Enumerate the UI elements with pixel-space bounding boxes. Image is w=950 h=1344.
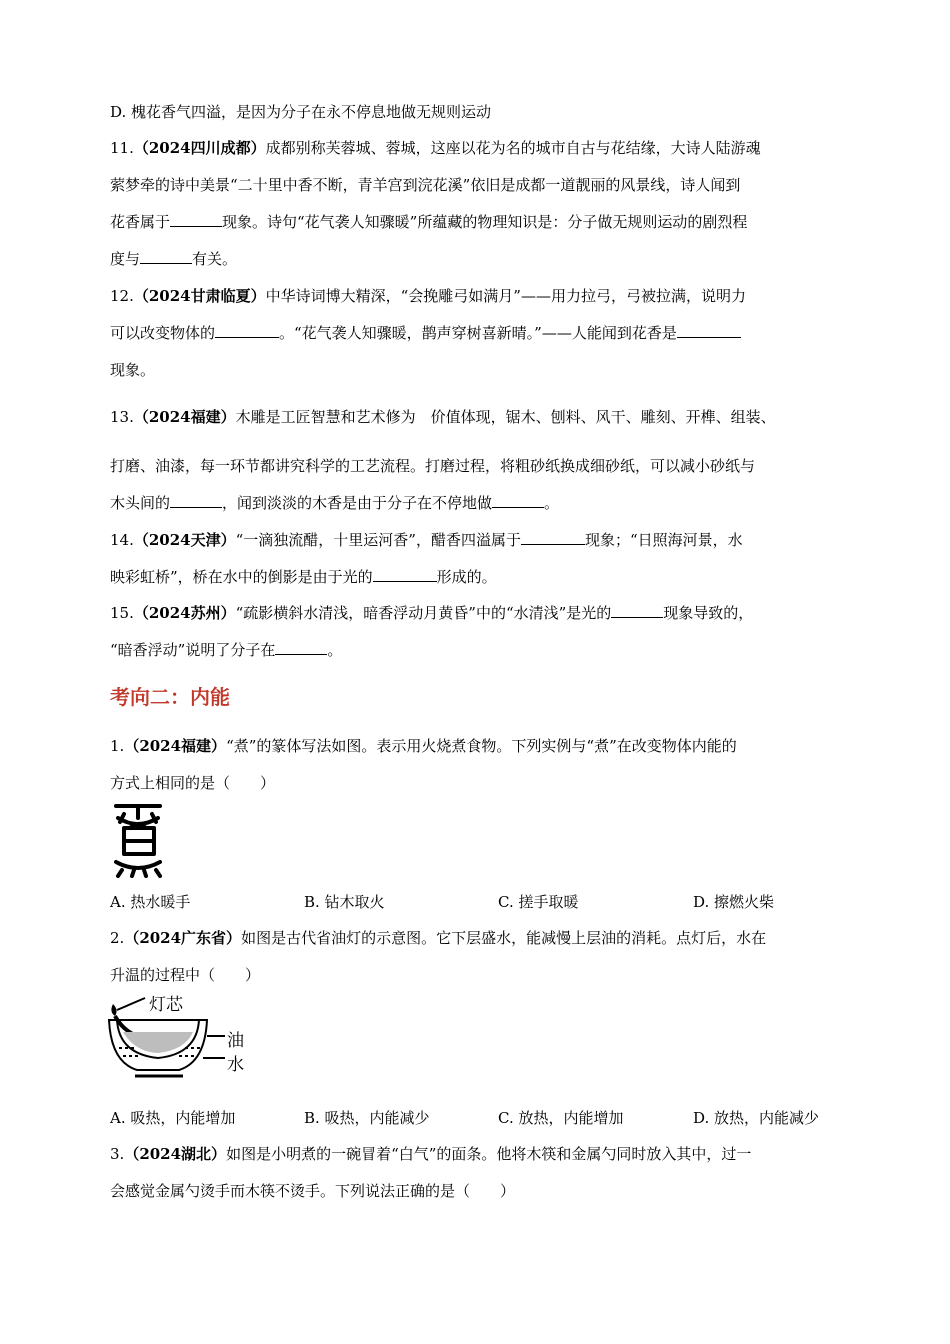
answer-blank — [373, 567, 437, 582]
q15-line-1 — [110, 603, 753, 623]
answer-blank — [215, 323, 279, 338]
p2-option-c[interactable]: C. 放热，内能增加 — [498, 1109, 624, 1127]
p1-option-b[interactable]: B. 钻木取火 — [304, 893, 385, 911]
p2-line-1 — [110, 928, 766, 948]
answer-blank — [275, 640, 327, 655]
question-text: 。“花气袭人知骤暖，鹊声穿树喜新晴。”——人能闻到花香是 — [279, 324, 677, 342]
p2-line-2: 升温的过程中（ ） — [110, 966, 261, 984]
answer-blank — [492, 493, 544, 508]
q14-line-2 — [110, 567, 497, 587]
p2-option-d[interactable]: D. 放热，内能减少 — [693, 1109, 820, 1127]
question-number: 1. — [110, 737, 125, 755]
question-text: 成都别称芙蓉城、蓉城，这座以花为名的城市自古与花结缘，大诗人陆游魂 — [265, 139, 761, 157]
question-text: 现象导致的， — [663, 604, 754, 622]
q13-line-2: 打磨、油漆，每一环节都讲究科学的工艺流程。打磨过程，将粗砂纸换成细砂纸，可以减小砂纸与 — [110, 457, 756, 475]
p1-line-1 — [110, 736, 737, 756]
question-number: 13. — [110, 408, 134, 426]
question-text: “疏影横斜水清浅，暗香浮动月黄昏”中的“水清浅”是光的 — [235, 604, 612, 622]
answer-blank — [170, 212, 222, 227]
question-source: （2024福建） — [124, 737, 227, 755]
question-source: （2024四川成都） — [133, 139, 266, 157]
question-source: （2024天津） — [133, 531, 236, 549]
q11-line-3 — [110, 212, 747, 232]
q15-line-2 — [110, 640, 342, 660]
question-source: （2024甘肃临夏） — [133, 287, 266, 305]
question-text: 度与 — [110, 250, 141, 268]
question-number: 3. — [110, 1145, 125, 1163]
question-text: 形成的。 — [436, 568, 497, 586]
answer-blank — [170, 493, 222, 508]
question-text: 映彩虹桥”，桥在水中的倒影是由于光的 — [110, 568, 373, 586]
question-text: 如图是小明煮的一碗冒着“白气”的面条。他将木筷和金属勺同时放入其中，过一 — [226, 1145, 752, 1163]
q14-line-1 — [110, 530, 743, 550]
question-number: 2. — [110, 929, 125, 947]
q13-line-3 — [110, 493, 559, 513]
question-source: （2024福建） — [133, 408, 236, 426]
question-number: 14. — [110, 531, 134, 549]
question-text: “煮”的篆体写法如图。表示用火烧煮食物。下列实例与“煮”在改变物体内能的 — [226, 737, 737, 755]
question-source: （2024苏州） — [133, 604, 236, 622]
question-text: 木雕是工匠智慧和艺术修为 价值体现，锯木、刨料、风干、雕刻、开榫、组装、 — [235, 408, 776, 426]
label-wick: 灯芯 — [149, 995, 183, 1015]
question-text: 。 — [327, 641, 343, 659]
question-text: 花香属于 — [110, 213, 171, 231]
section-heading: 考向二：内能 — [110, 685, 230, 709]
label-water: 水 — [227, 1055, 244, 1075]
question-text: 现象。诗句“花气袭人知骤暖”所蕴藏的物理知识是：分子做无规则运动的剧烈程 — [222, 213, 748, 231]
question-number: 15. — [110, 604, 134, 622]
question-source: （2024广东省） — [124, 929, 242, 947]
p1-line-2: 方式上相同的是（ ） — [110, 774, 276, 792]
p1-option-c[interactable]: C. 搓手取暖 — [498, 893, 579, 911]
answer-blank — [611, 603, 663, 618]
q10-option-d: D. 槐花香气四溢，是因为分子在永不停息地做无规则运动 — [110, 103, 492, 121]
p1-option-d[interactable]: D. 擦燃火柴 — [693, 893, 775, 911]
oil-lamp-figure — [105, 992, 255, 1084]
seal-script-zhu-figure — [110, 800, 168, 878]
question-text: 可以改变物体的 — [110, 324, 216, 342]
p2-option-a[interactable]: A. 吸热，内能增加 — [110, 1109, 236, 1127]
question-text: ，闻到淡淡的木香是由于分子在不停地做 — [222, 494, 493, 512]
question-text: “一滴独流醋，十里运河香”，醋香四溢属于 — [235, 531, 521, 549]
p2-option-b[interactable]: B. 吸热，内能减少 — [304, 1109, 430, 1127]
q12-line-1 — [110, 286, 746, 306]
question-text: 。 — [544, 494, 560, 512]
question-text: 木头间的 — [110, 494, 171, 512]
p3-line-2: 会感觉金属勺烫手而木筷不烫手。下列说法正确的是（ ） — [110, 1182, 516, 1200]
p1-option-a[interactable]: A. 热水暖手 — [110, 893, 191, 911]
q11-line-4 — [110, 249, 237, 269]
answer-blank — [677, 323, 741, 338]
p3-line-1 — [110, 1144, 751, 1164]
question-number: 12. — [110, 287, 134, 305]
answer-blank — [521, 530, 585, 545]
q11-line-1 — [110, 138, 761, 158]
answer-blank — [140, 249, 192, 264]
question-text: 现象；“日照海河景，水 — [584, 531, 743, 549]
question-text: “暗香浮动”说明了分子在 — [110, 641, 276, 659]
q12-line-3: 现象。 — [110, 361, 156, 379]
q12-line-2 — [110, 323, 741, 343]
label-oil: 油 — [227, 1031, 244, 1051]
question-text: 如图是古代省油灯的示意图。它下层盛水，能减慢上层油的消耗。点灯后，水在 — [241, 929, 767, 947]
question-text: 中华诗词博大精深，“会挽雕弓如满月”——用力拉弓，弓被拉满，说明力 — [265, 287, 746, 305]
question-text: 有关。 — [192, 250, 238, 268]
q13-line-1 — [110, 407, 776, 427]
question-number: 11. — [110, 139, 134, 157]
q11-line-2: 萦梦牵的诗中美景“二十里中香不断，青羊宫到浣花溪”依旧是成都一道靓丽的风景线，诗人闻到 — [110, 176, 741, 194]
question-source: （2024湖北） — [124, 1145, 227, 1163]
